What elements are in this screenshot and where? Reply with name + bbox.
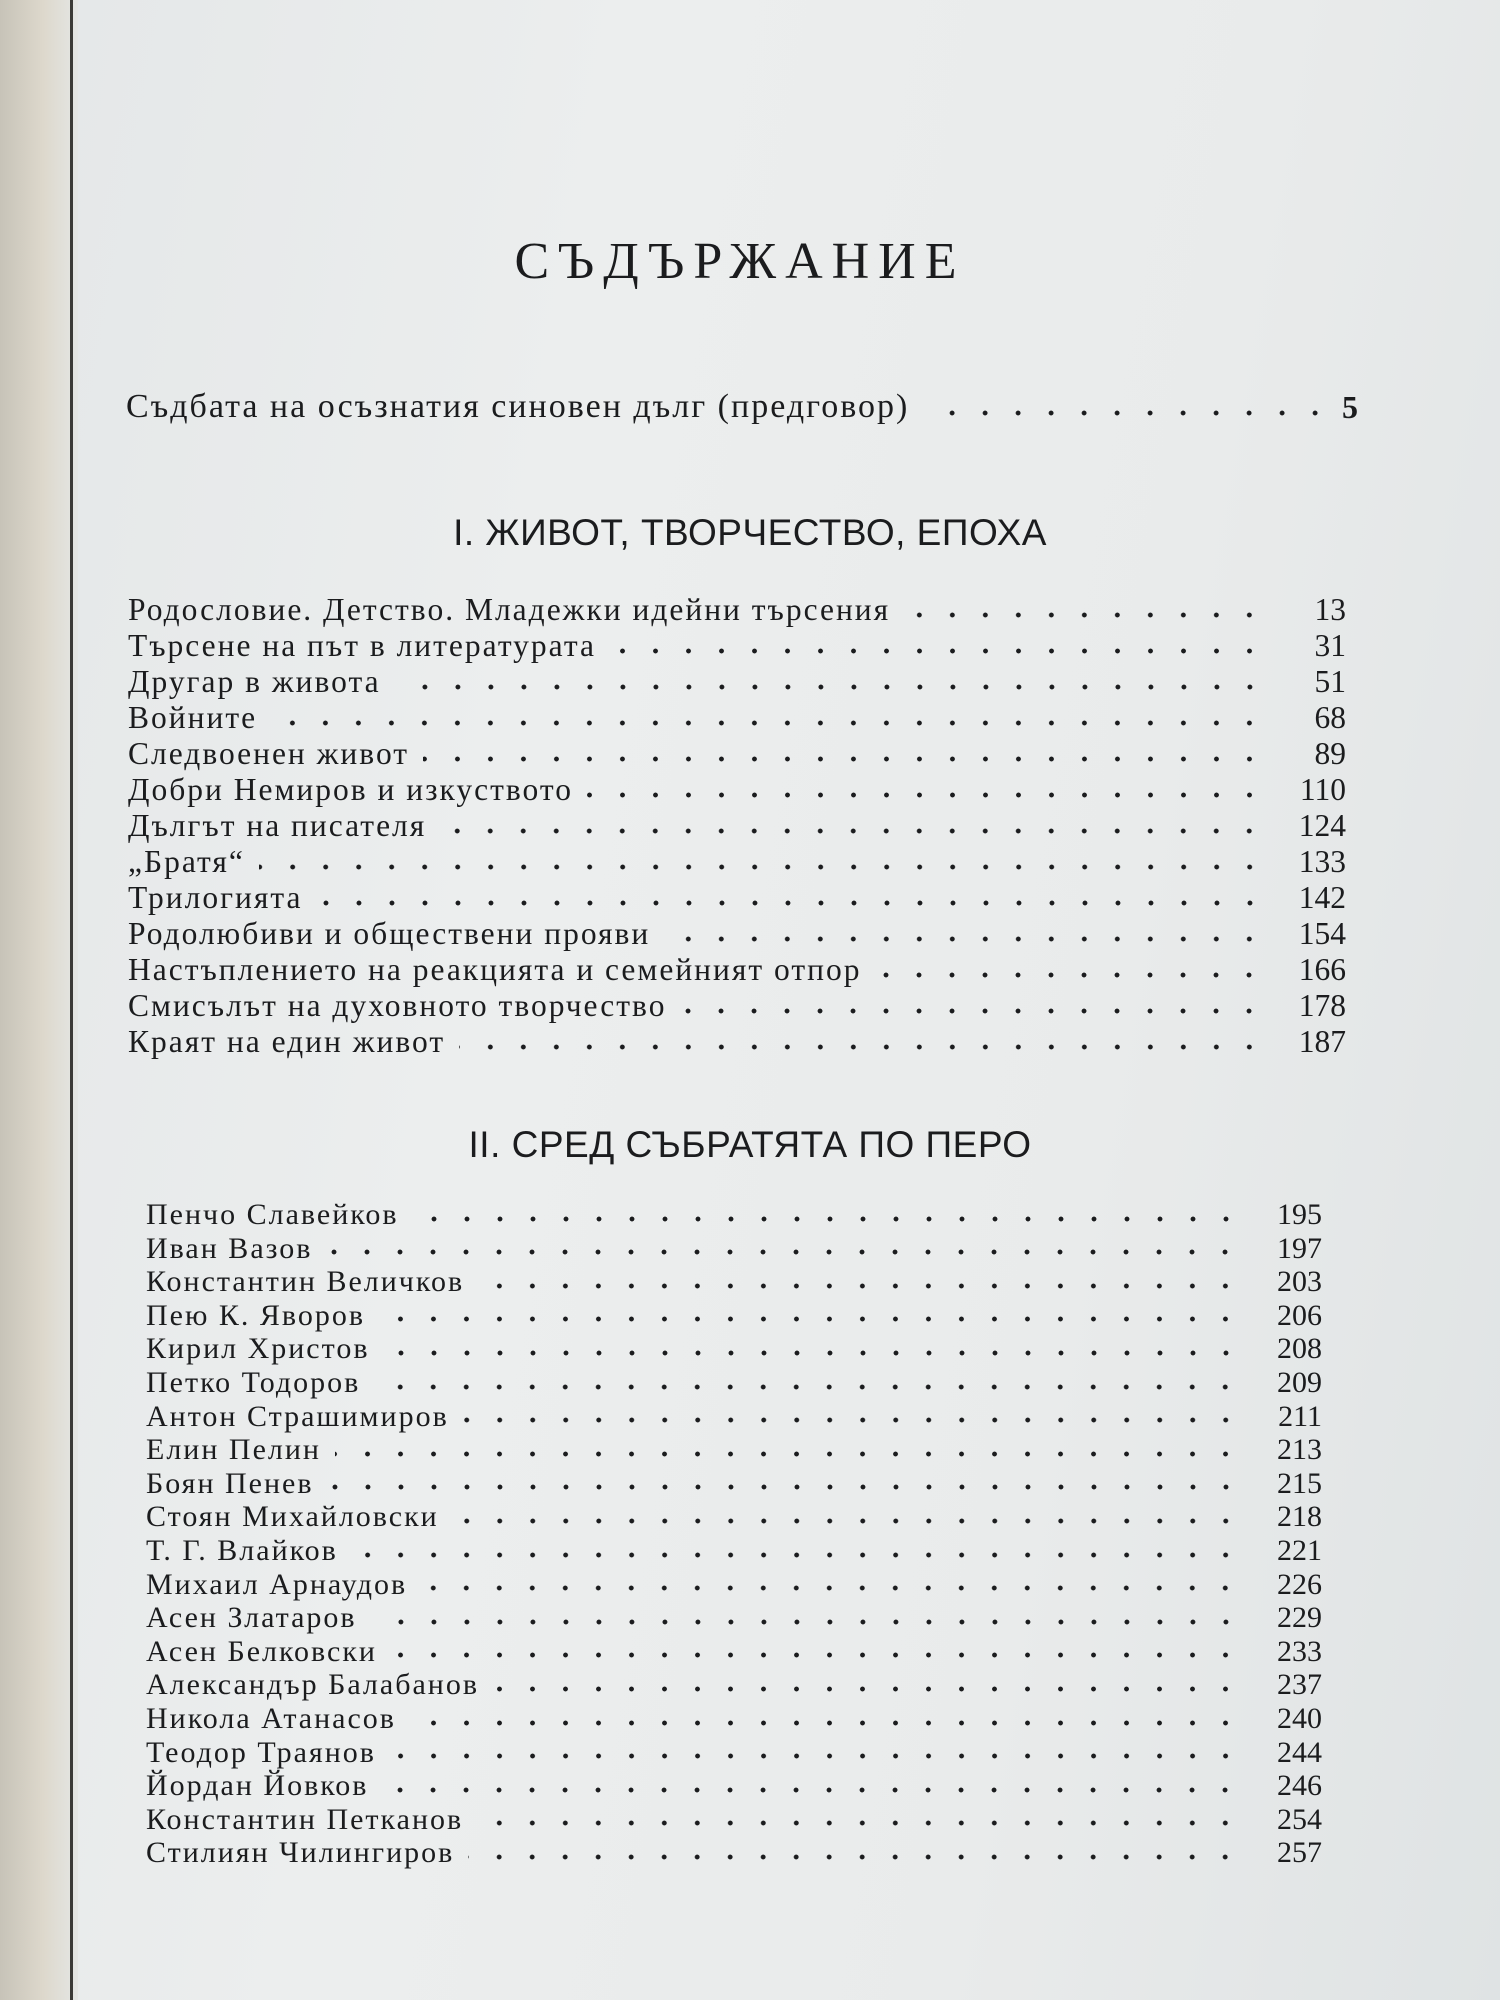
dot-leader xyxy=(371,1618,1242,1626)
spine-shadow xyxy=(0,0,78,2000)
toc-entry-title: Смисълът на духовното творчество xyxy=(128,988,667,1023)
dot-leader xyxy=(390,1752,1242,1760)
dot-leader xyxy=(395,683,1266,691)
toc-entry-page-number: 68 xyxy=(1314,700,1346,735)
toc-entry-page-number: 211 xyxy=(1278,1399,1322,1433)
toc-entry xyxy=(128,808,1346,844)
toc-entry-title: Стоян Михайловски xyxy=(146,1500,439,1534)
toc-entry-page-number: 31 xyxy=(1314,628,1346,663)
toc-entry xyxy=(126,388,1358,426)
dot-leader xyxy=(610,647,1266,655)
toc-entry-title: „Братя“ xyxy=(128,844,245,879)
toc-entry-page-number: 197 xyxy=(1277,1231,1322,1265)
toc-entry-title: Т. Г. Влайков xyxy=(146,1533,338,1567)
toc-entry xyxy=(146,1400,1322,1434)
toc-entry-title: Пею К. Яворов xyxy=(146,1298,366,1332)
toc-entry-title: Родословие. Детство. Младежки идейни търсения xyxy=(128,592,891,627)
toc-entry-title: Търсене на път в литературата xyxy=(128,628,596,663)
page-title: СЪДЪРЖАНИЕ xyxy=(514,233,966,290)
toc-entry-page-number: 246 xyxy=(1277,1769,1322,1803)
toc-entry xyxy=(146,1736,1322,1770)
toc-entry-title: Константин Петканов xyxy=(146,1802,464,1836)
toc-entry-title: Добри Немиров и изкуството xyxy=(128,772,573,807)
spine-edge xyxy=(70,0,73,2000)
toc-entry-title: Йордан Йовков xyxy=(146,1769,369,1803)
toc-entry xyxy=(146,1366,1322,1400)
dot-leader xyxy=(923,409,1332,417)
dot-leader xyxy=(382,1786,1242,1794)
part1-entry-list xyxy=(128,592,1346,1060)
toc-entry-title: Петко Тодоров xyxy=(146,1365,361,1399)
toc-entry-page-number: 213 xyxy=(1277,1433,1322,1467)
toc-entry xyxy=(146,1803,1322,1837)
toc-entry xyxy=(128,844,1346,880)
dot-leader xyxy=(421,1584,1242,1592)
toc-entry-title: Александър Балабанов xyxy=(146,1668,479,1702)
toc-entry-title: Кирил Христов xyxy=(146,1332,370,1366)
toc-entry-title: Съдбата на осъзнатия синовен дълг (предговор) xyxy=(126,388,910,425)
dot-leader xyxy=(459,1043,1266,1051)
toc-entry-page-number: 240 xyxy=(1277,1701,1322,1735)
toc-entry-page-number: 203 xyxy=(1277,1265,1322,1299)
toc-entry-title: Настъплението на реакцията и семейният отпор xyxy=(128,952,862,987)
toc-entry xyxy=(128,772,1346,808)
dot-leader xyxy=(440,827,1266,835)
toc-entry xyxy=(146,1198,1322,1232)
toc-entry-title: Родолюбиви и обществени прояви xyxy=(128,916,651,951)
toc-entry-page-number: 178 xyxy=(1298,988,1346,1023)
dot-leader xyxy=(391,1651,1242,1659)
dot-leader xyxy=(352,1551,1242,1559)
toc-entry-page-number: 5 xyxy=(1342,389,1358,425)
dot-leader xyxy=(875,971,1266,979)
toc-entry xyxy=(146,1332,1322,1366)
toc-entry xyxy=(146,1668,1322,1702)
dot-leader xyxy=(587,791,1266,799)
toc-entry-page-number: 233 xyxy=(1277,1634,1322,1668)
toc-entry-title: Асен Белковски xyxy=(146,1634,377,1668)
toc-entry-page-number: 254 xyxy=(1277,1802,1322,1836)
dot-leader xyxy=(413,1215,1243,1223)
toc-entry-page-number: 166 xyxy=(1298,952,1346,987)
dot-leader xyxy=(328,1483,1242,1491)
toc-entry-page-number: 195 xyxy=(1277,1198,1322,1231)
toc-entry-page-number: 124 xyxy=(1298,808,1346,843)
toc-entry-title: Никола Атанасов xyxy=(146,1701,396,1735)
dot-leader xyxy=(423,755,1266,763)
toc-entry-title: Антон Страшимиров xyxy=(146,1399,449,1433)
toc-entry-title: Константин Величков xyxy=(146,1265,465,1299)
toc-entry xyxy=(146,1534,1322,1568)
toc-entry xyxy=(128,952,1346,988)
dot-leader xyxy=(259,863,1266,871)
section-heading-part1: I. ЖИВОТ, ТВОРЧЕСТВО, ЕПОХА xyxy=(453,512,1047,553)
toc-entry xyxy=(146,1635,1322,1669)
toc-entry xyxy=(146,1769,1322,1803)
toc-entry xyxy=(146,1568,1322,1602)
dot-leader xyxy=(379,1315,1242,1323)
dot-leader xyxy=(453,1517,1242,1525)
part2-entry-list xyxy=(146,1198,1322,1870)
toc-entry-title: Стилиян Чилингиров xyxy=(146,1836,455,1870)
dot-leader xyxy=(904,611,1266,619)
toc-entry-title: Михаил Арнаудов xyxy=(146,1567,408,1601)
toc-entry-page-number: 51 xyxy=(1314,664,1346,699)
toc-entry xyxy=(146,1500,1322,1534)
toc-entry-page-number: 206 xyxy=(1277,1298,1322,1332)
dot-leader xyxy=(664,935,1266,943)
toc-entry-page-number: 229 xyxy=(1277,1601,1322,1635)
toc-entry-page-number: 221 xyxy=(1277,1533,1322,1567)
toc-entry xyxy=(128,700,1346,736)
dot-leader xyxy=(680,1007,1266,1015)
toc-entry-page-number: 208 xyxy=(1277,1332,1322,1366)
toc-entry-page-number: 142 xyxy=(1298,880,1346,915)
toc-entry-title: Краят на един живот xyxy=(128,1024,446,1059)
toc-entry-page-number: 237 xyxy=(1277,1668,1322,1702)
toc-entry xyxy=(128,664,1346,700)
dot-leader xyxy=(317,899,1266,907)
dot-leader xyxy=(335,1450,1242,1458)
toc-entry xyxy=(146,1433,1322,1467)
dot-leader xyxy=(477,1819,1242,1827)
toc-entry xyxy=(128,880,1346,916)
toc-entry-page-number: 13 xyxy=(1314,592,1346,627)
toc-entry xyxy=(128,736,1346,772)
toc-entry xyxy=(146,1265,1322,1299)
dot-leader xyxy=(410,1719,1242,1727)
toc-entry xyxy=(128,628,1346,664)
toc-entry-page-number: 154 xyxy=(1298,916,1346,951)
dot-leader xyxy=(326,1248,1242,1256)
toc-entry-title: Дългът на писателя xyxy=(128,808,427,843)
toc-entry-page-number: 89 xyxy=(1314,736,1346,771)
toc-entry xyxy=(128,1024,1346,1060)
toc-entry-title: Пенчо Славейков xyxy=(146,1198,399,1231)
toc-entry-title: Асен Златаров xyxy=(146,1601,357,1635)
toc-entry-title: Елин Пелин xyxy=(146,1433,321,1467)
toc-entry-title: Другар в живота xyxy=(128,664,381,699)
toc-entry-title: Войните xyxy=(128,700,258,735)
toc-entry-title: Боян Пенев xyxy=(146,1466,314,1500)
dot-leader xyxy=(478,1282,1242,1290)
toc-entry-page-number: 215 xyxy=(1277,1466,1322,1500)
toc-entry xyxy=(128,988,1346,1024)
section-heading-part2: II. СРЕД СЪБРАТЯТА ПО ПЕРО xyxy=(468,1124,1032,1165)
toc-entry xyxy=(128,592,1346,628)
toc-entry-title: Трилогията xyxy=(128,880,303,915)
toc-entry-title: Теодор Траянов xyxy=(146,1735,376,1769)
toc-entry xyxy=(146,1836,1322,1870)
toc-entry-page-number: 218 xyxy=(1277,1500,1322,1534)
toc-entry-page-number: 244 xyxy=(1277,1735,1322,1769)
dot-leader xyxy=(384,1349,1242,1357)
toc-entry-page-number: 226 xyxy=(1277,1567,1322,1601)
toc-entry xyxy=(146,1467,1322,1501)
toc-entry xyxy=(146,1702,1322,1736)
toc-entry-page-number: 187 xyxy=(1298,1024,1346,1059)
toc-entry-page-number: 133 xyxy=(1298,844,1346,879)
toc-entry xyxy=(146,1601,1322,1635)
toc-entry xyxy=(146,1232,1322,1266)
dot-leader xyxy=(493,1685,1242,1693)
toc-entry-page-number: 209 xyxy=(1277,1365,1322,1399)
toc-entry-title: Иван Вазов xyxy=(146,1231,313,1265)
dot-leader xyxy=(374,1383,1242,1391)
dot-leader xyxy=(271,719,1266,727)
dot-leader xyxy=(463,1416,1242,1424)
toc-entry xyxy=(128,916,1346,952)
toc-entry xyxy=(146,1299,1322,1333)
toc-entry-page-number: 257 xyxy=(1277,1836,1322,1870)
preface-list xyxy=(126,388,1358,426)
toc-entry-page-number: 110 xyxy=(1299,772,1346,807)
dot-leader xyxy=(468,1853,1242,1861)
toc-entry-title: Следвоенен живот xyxy=(128,736,410,771)
